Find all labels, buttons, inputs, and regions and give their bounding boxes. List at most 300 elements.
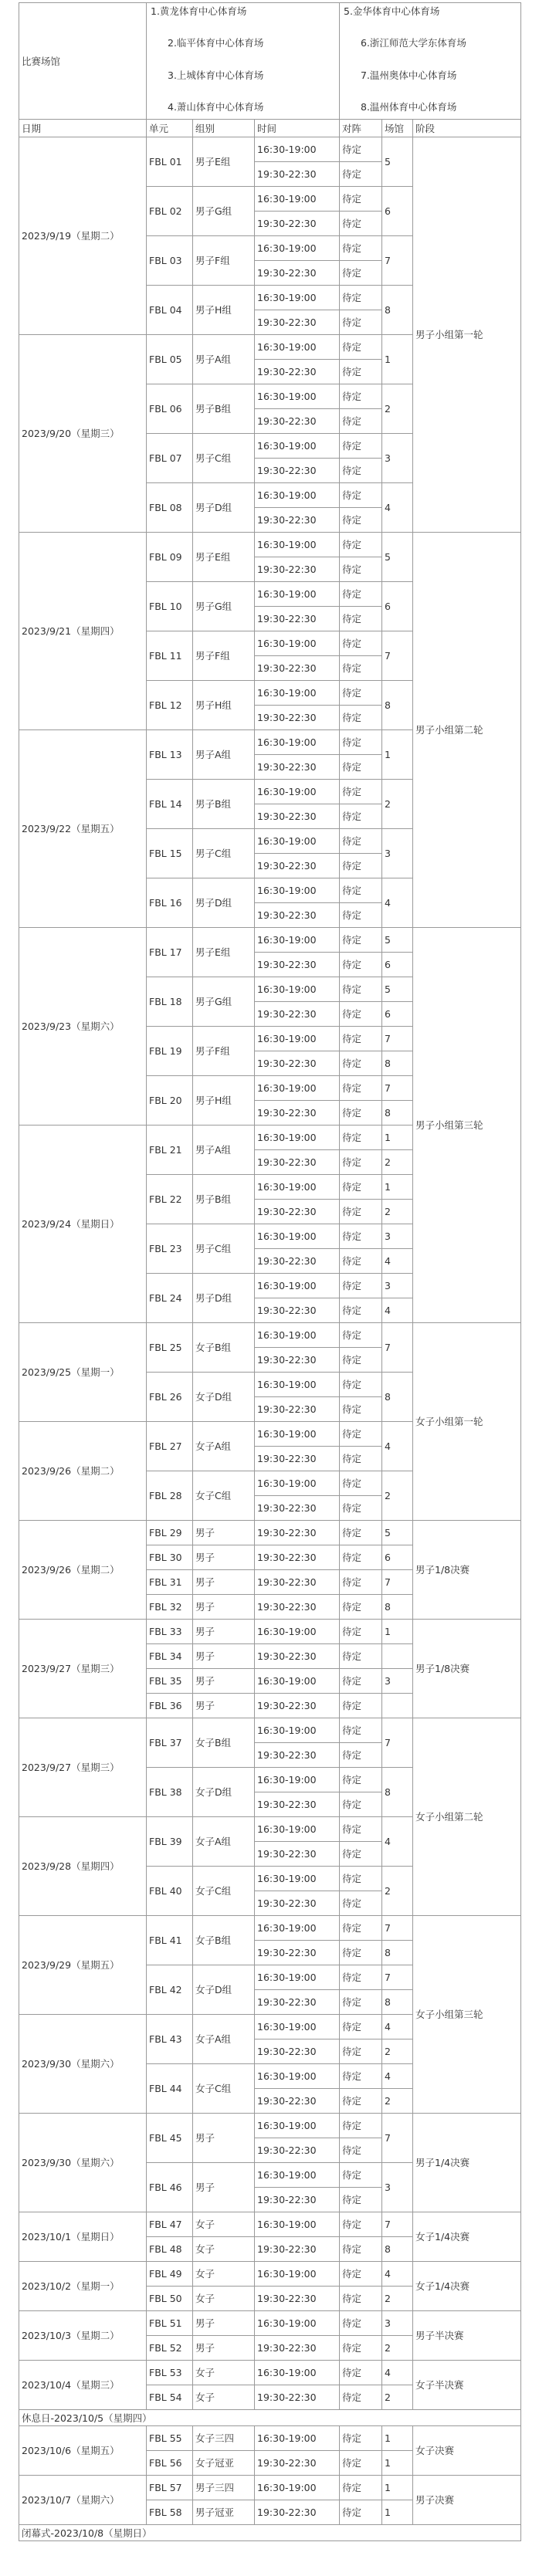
venue-cell: 8 [382,681,413,730]
venue-cell: 1 [382,335,413,384]
venue-cell: 2 [382,2385,413,2410]
match-cell: 待定 [340,335,382,360]
venue-cell: 5 [382,1521,413,1545]
group-cell: 男子 [193,1620,255,1644]
stage-cell: 男子半决赛 [413,2311,521,2361]
match-cell: 待定 [340,2262,382,2287]
match-cell: 待定 [340,1447,382,1471]
time-cell: 19:30-22:30 [255,854,340,878]
note-cell: 休息日-2023/10/5（星期四） [19,2410,521,2426]
group-cell: 男子三四 [193,2476,255,2500]
unit-cell: FBL 12 [147,681,193,730]
time-cell: 16:30-19:00 [255,187,340,212]
match-cell: 待定 [340,459,382,483]
venue-cell: 3 [382,1274,413,1298]
venue-cell: 2 [382,384,413,434]
venue-cell: 2 [382,2287,413,2311]
match-cell: 待定 [340,384,382,409]
table-row [19,2476,521,2500]
group-cell: 男子 [193,1521,255,1545]
venue-label: 比赛场馆 [19,3,147,120]
header-match: 对阵 [340,120,382,137]
venue-3: 3.上城体育中心体育场 [168,69,264,81]
date-cell: 2023/10/4（星期三） [19,2361,147,2410]
venue-cell: 3 [382,434,413,483]
date-cell: 2023/9/22（星期五） [19,730,147,928]
unit-cell: FBL 30 [147,1545,193,1570]
group-cell: 女子C组 [193,1471,255,1521]
match-cell: 待定 [340,1570,382,1595]
date-cell: 2023/9/19（星期二） [19,137,147,335]
group-cell: 男子G组 [193,582,255,631]
venue-cell: 3 [382,1669,413,1694]
time-cell: 16:30-19:00 [255,1669,340,1694]
match-cell: 待定 [340,508,382,533]
unit-cell: FBL 47 [147,2212,193,2237]
venue-cell: 7 [382,1965,413,1990]
time-cell: 19:30-22:30 [255,953,340,977]
date-cell: 2023/9/21（星期四） [19,533,147,730]
table-row [19,1620,521,1644]
match-cell: 待定 [340,2426,382,2451]
table-row [19,2311,521,2336]
match-cell: 待定 [340,434,382,459]
match-cell: 待定 [340,1644,382,1669]
group-cell: 男子B组 [193,1175,255,1224]
time-cell: 16:30-19:00 [255,137,340,162]
venue-cell: 5 [382,533,413,582]
time-cell: 16:30-19:00 [255,1373,340,1397]
venue-cell: 4 [382,878,413,928]
time-cell: 16:30-19:00 [255,780,340,804]
venue-cell: 1 [382,1620,413,1644]
unit-cell: FBL 29 [147,1521,193,1545]
time-cell: 16:30-19:00 [255,1224,340,1249]
group-cell: 男子B组 [193,780,255,829]
venue-cell: 5 [382,977,413,1002]
date-cell: 2023/9/27（星期三） [19,1718,147,1817]
match-cell: 待定 [340,1916,382,1941]
time-cell: 19:30-22:30 [255,1595,340,1620]
time-cell: 19:30-22:30 [255,1941,340,1965]
time-cell: 19:30-22:30 [255,2138,340,2163]
unit-cell: FBL 55 [147,2426,193,2451]
venue-1: 1.黄龙体育中心体育场 [151,5,247,17]
unit-cell: FBL 45 [147,2114,193,2163]
venue-cell: 6 [382,582,413,631]
venue-cell: 2 [382,2336,413,2361]
stage-cell: 男子小组第二轮 [413,533,521,928]
time-cell: 19:30-22:30 [255,1496,340,1521]
unit-cell: FBL 37 [147,1718,193,1768]
unit-cell: FBL 34 [147,1644,193,1669]
venue-cell: 2 [382,1150,413,1175]
time-cell: 19:30-22:30 [255,1051,340,1076]
time-cell: 19:30-22:30 [255,459,340,483]
stage-cell: 女子决赛 [413,2426,521,2476]
time-cell: 19:30-22:30 [255,212,340,236]
unit-cell: FBL 14 [147,780,193,829]
group-cell: 男子 [193,1595,255,1620]
table-row [19,2525,521,2541]
venue-cell: 8 [382,1768,413,1817]
unit-cell: FBL 44 [147,2064,193,2114]
time-cell: 16:30-19:00 [255,533,340,557]
match-cell: 待定 [340,286,382,310]
table-row [19,2426,521,2451]
schedule-table [19,2,521,2541]
date-cell: 2023/9/26（星期二） [19,1521,147,1620]
time-cell: 19:30-22:30 [255,607,340,631]
time-cell: 19:30-22:30 [255,2237,340,2262]
venue-cell: 7 [382,1718,413,1768]
match-cell: 待定 [340,730,382,755]
time-cell: 19:30-22:30 [255,508,340,533]
group-cell: 男子 [193,1545,255,1570]
date-cell: 2023/10/1（星期日） [19,2212,147,2262]
unit-cell: FBL 18 [147,977,193,1027]
unit-cell: FBL 24 [147,1274,193,1323]
date-cell: 2023/9/23（星期六） [19,928,147,1126]
date-cell: 2023/10/6（星期五） [19,2426,147,2476]
time-cell: 19:30-22:30 [255,261,340,286]
group-cell: 女子 [193,2262,255,2287]
unit-cell: FBL 20 [147,1076,193,1126]
match-cell: 待定 [340,1941,382,1965]
group-cell: 男子A组 [193,1126,255,1175]
time-cell: 19:30-22:30 [255,1644,340,1669]
match-cell: 待定 [340,2500,382,2525]
venue-cell: 2 [382,780,413,829]
match-cell: 待定 [340,1101,382,1126]
unit-cell: FBL 43 [147,2015,193,2064]
time-cell: 19:30-22:30 [255,2039,340,2064]
venue-cell: 1 [382,1175,413,1200]
match-cell: 待定 [340,187,382,212]
venue-4: 4.萧山体育中心体育场 [168,100,264,113]
group-cell: 男子 [193,2336,255,2361]
match-cell: 待定 [340,1842,382,1867]
match-cell: 待定 [340,2311,382,2336]
match-cell: 待定 [340,310,382,335]
group-cell: 男子C组 [193,434,255,483]
date-cell: 2023/9/25（星期一） [19,1323,147,1422]
venue-cell: 8 [382,2237,413,2262]
unit-cell: FBL 16 [147,878,193,928]
match-cell: 待定 [340,1175,382,1200]
venue-cell: 7 [382,2212,413,2237]
venue-cell: 6 [382,1002,413,1027]
unit-cell: FBL 05 [147,335,193,384]
time-cell: 19:30-22:30 [255,2451,340,2476]
stage-cell: 女子小组第一轮 [413,1323,521,1521]
match-cell: 待定 [340,1224,382,1249]
match-cell: 待定 [340,1126,382,1150]
match-cell: 待定 [340,1891,382,1916]
venue-cell: 7 [382,1323,413,1373]
unit-cell: FBL 26 [147,1373,193,1422]
match-cell: 待定 [340,261,382,286]
venue-cell: 5 [382,928,413,953]
stage-cell: 男子小组第一轮 [413,137,521,533]
unit-cell: FBL 56 [147,2451,193,2476]
time-cell: 19:30-22:30 [255,804,340,829]
venue-cell: 4 [382,1422,413,1471]
match-cell: 待定 [340,2287,382,2311]
time-cell: 19:30-22:30 [255,706,340,730]
header-date: 日期 [19,120,147,137]
stage-cell: 男子小组第三轮 [413,928,521,1323]
match-cell: 待定 [340,1027,382,1051]
venue-cell: 3 [382,829,413,878]
venue-cell: 7 [382,2114,413,2163]
match-cell: 待定 [340,1595,382,1620]
group-cell: 女子 [193,2237,255,2262]
match-cell: 待定 [340,656,382,681]
match-cell: 待定 [340,1817,382,1842]
stage-cell: 男子决赛 [413,2476,521,2525]
stage-cell: 女子1/4决赛 [413,2262,521,2311]
date-cell: 2023/9/30（星期六） [19,2015,147,2114]
match-cell: 待定 [340,1867,382,1891]
unit-cell: FBL 48 [147,2237,193,2262]
group-cell: 女子三四 [193,2426,255,2451]
time-cell: 19:30-22:30 [255,1447,340,1471]
group-cell: 男子 [193,1694,255,1718]
match-cell: 待定 [340,409,382,434]
unit-cell: FBL 54 [147,2385,193,2410]
venue-cell: 6 [382,1545,413,1570]
venue-7: 7.温州奥体中心体育场 [361,69,457,81]
unit-cell: FBL 36 [147,1694,193,1718]
group-cell: 男子F组 [193,236,255,286]
group-cell: 女子 [193,2385,255,2410]
venue-cell: 8 [382,286,413,335]
stage-cell: 女子小组第三轮 [413,1916,521,2114]
match-cell: 待定 [340,1150,382,1175]
venue-list-right [340,3,521,120]
venue-cell: 4 [382,1298,413,1323]
time-cell: 19:30-22:30 [255,1348,340,1373]
venue-list-left [147,3,340,120]
time-cell: 16:30-19:00 [255,2163,340,2188]
table-row [19,2114,521,2138]
date-cell: 2023/10/3（星期二） [19,2311,147,2361]
match-cell: 待定 [340,2476,382,2500]
time-cell: 16:30-19:00 [255,1867,340,1891]
unit-cell: FBL 42 [147,1965,193,2015]
venue-cell: 2 [382,2039,413,2064]
time-cell: 19:30-22:30 [255,1743,340,1768]
table-row [19,137,521,162]
venue-cell: 3 [382,2163,413,2212]
match-cell: 待定 [340,607,382,631]
match-cell: 待定 [340,2089,382,2114]
venue-cell: 1 [382,730,413,780]
table-row [19,2262,521,2287]
match-cell: 待定 [340,953,382,977]
match-cell: 待定 [340,1323,382,1348]
time-cell: 19:30-22:30 [255,409,340,434]
time-cell: 19:30-22:30 [255,1101,340,1126]
date-cell: 2023/9/30（星期六） [19,2114,147,2212]
stage-cell: 男子1/8决赛 [413,1620,521,1718]
header-group: 组别 [193,120,255,137]
table-row [19,1718,521,1743]
time-cell: 19:30-22:30 [255,1150,340,1175]
venue-cell: 3 [382,1224,413,1249]
time-cell: 16:30-19:00 [255,1916,340,1941]
table-row [19,928,521,953]
group-cell: 女子B组 [193,1323,255,1373]
group-cell: 女子 [193,2212,255,2237]
unit-cell: FBL 52 [147,2336,193,2361]
group-cell: 男子 [193,1669,255,1694]
venue-cell: 8 [382,1941,413,1965]
group-cell: 男子D组 [193,483,255,533]
time-cell: 16:30-19:00 [255,384,340,409]
match-cell: 待定 [340,1965,382,1990]
unit-cell: FBL 35 [147,1669,193,1694]
time-cell: 16:30-19:00 [255,878,340,903]
stage-cell: 男子1/4决赛 [413,2114,521,2212]
group-cell: 女子C组 [193,1867,255,1916]
unit-cell: FBL 07 [147,434,193,483]
time-cell: 16:30-19:00 [255,2114,340,2138]
time-cell: 16:30-19:00 [255,1471,340,1496]
time-cell: 19:30-22:30 [255,2188,340,2212]
time-cell: 16:30-19:00 [255,2476,340,2500]
time-cell: 19:30-22:30 [255,755,340,780]
group-cell: 女子D组 [193,1373,255,1422]
time-cell: 16:30-19:00 [255,2426,340,2451]
match-cell: 待定 [340,2212,382,2237]
venue-cell: 8 [382,1051,413,1076]
time-cell: 16:30-19:00 [255,1965,340,1990]
unit-cell: FBL 38 [147,1768,193,1817]
unit-cell: FBL 53 [147,2361,193,2385]
group-cell: 男子E组 [193,533,255,582]
match-cell: 待定 [340,1200,382,1224]
match-cell: 待定 [340,557,382,582]
unit-cell: FBL 23 [147,1224,193,1274]
venue-cell: 2 [382,1867,413,1916]
match-cell: 待定 [340,162,382,187]
match-cell: 待定 [340,2237,382,2262]
unit-cell: FBL 04 [147,286,193,335]
venue-cell: 1 [382,2451,413,2476]
group-cell: 男子B组 [193,384,255,434]
time-cell: 16:30-19:00 [255,2262,340,2287]
time-cell: 19:30-22:30 [255,162,340,187]
time-cell: 19:30-22:30 [255,1002,340,1027]
match-cell: 待定 [340,1521,382,1545]
group-cell: 男子A组 [193,335,255,384]
group-cell: 男子E组 [193,137,255,187]
time-cell: 19:30-22:30 [255,2287,340,2311]
unit-cell: FBL 57 [147,2476,193,2500]
match-cell: 待定 [340,1422,382,1447]
match-cell: 待定 [340,2451,382,2476]
venue-cell [382,1644,413,1669]
time-cell: 16:30-19:00 [255,434,340,459]
time-cell: 16:30-19:00 [255,1718,340,1743]
match-cell: 待定 [340,1274,382,1298]
time-cell: 16:30-19:00 [255,2361,340,2385]
time-cell: 19:30-22:30 [255,1570,340,1595]
table-row [19,2410,521,2426]
time-cell: 19:30-22:30 [255,2500,340,2525]
match-cell: 待定 [340,1076,382,1101]
time-cell: 16:30-19:00 [255,2212,340,2237]
match-cell: 待定 [340,236,382,261]
group-cell: 女子C组 [193,2064,255,2114]
time-cell: 16:30-19:00 [255,829,340,854]
time-cell: 16:30-19:00 [255,1817,340,1842]
unit-cell: FBL 33 [147,1620,193,1644]
unit-cell: FBL 39 [147,1817,193,1867]
date-cell: 2023/9/24（星期日） [19,1126,147,1323]
header-time: 时间 [255,120,340,137]
venue-6: 6.浙江师范大学东体育场 [361,37,466,49]
match-cell: 待定 [340,1669,382,1694]
group-cell: 男子H组 [193,286,255,335]
time-cell: 19:30-22:30 [255,310,340,335]
venue-row [19,3,521,120]
time-cell: 19:30-22:30 [255,2089,340,2114]
date-cell: 2023/9/29（星期五） [19,1916,147,2015]
header-row [19,120,521,137]
time-cell: 16:30-19:00 [255,730,340,755]
match-cell: 待定 [340,1792,382,1817]
date-cell: 2023/9/26（星期二） [19,1422,147,1521]
table-row [19,1916,521,1941]
time-cell: 19:30-22:30 [255,656,340,681]
unit-cell: FBL 46 [147,2163,193,2212]
time-cell: 16:30-19:00 [255,1274,340,1298]
group-cell: 男子E组 [193,928,255,977]
venue-cell: 2 [382,2089,413,2114]
stage-cell: 女子半决赛 [413,2361,521,2410]
match-cell: 待定 [340,360,382,384]
unit-cell: FBL 17 [147,928,193,977]
group-cell: 女子D组 [193,1768,255,1817]
match-cell: 待定 [340,2163,382,2188]
venue-cell: 7 [382,236,413,286]
match-cell: 待定 [340,1397,382,1422]
note-cell: 闭幕式-2023/10/8（星期日） [19,2525,521,2541]
unit-cell: FBL 28 [147,1471,193,1521]
match-cell: 待定 [340,2015,382,2039]
time-cell: 19:30-22:30 [255,1990,340,2015]
unit-cell: FBL 31 [147,1570,193,1595]
time-cell: 16:30-19:00 [255,483,340,508]
match-cell: 待定 [340,2114,382,2138]
group-cell: 女子 [193,2287,255,2311]
date-cell: 2023/9/27（星期三） [19,1620,147,1718]
unit-cell: FBL 06 [147,384,193,434]
date-cell: 2023/10/2（星期一） [19,2262,147,2311]
date-cell: 2023/9/20（星期三） [19,335,147,533]
match-cell: 待定 [340,1545,382,1570]
match-cell: 待定 [340,1496,382,1521]
unit-cell: FBL 58 [147,2500,193,2525]
time-cell: 16:30-19:00 [255,1126,340,1150]
group-cell: 男子 [193,2114,255,2163]
match-cell: 待定 [340,2188,382,2212]
venue-cell: 7 [382,1076,413,1101]
time-cell: 16:30-19:00 [255,1175,340,1200]
